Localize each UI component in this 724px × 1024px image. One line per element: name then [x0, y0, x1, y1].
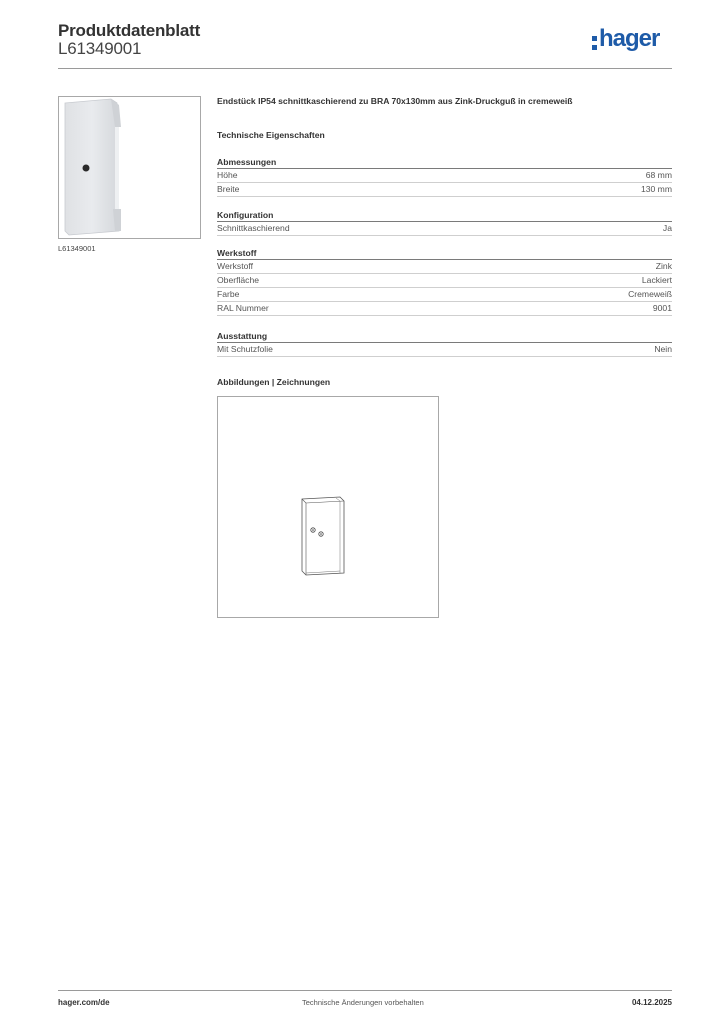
spec-label: Breite: [217, 184, 240, 194]
logo-dots-icon: [592, 36, 598, 54]
spec-value: Lackiert: [641, 275, 672, 285]
spec-group-ausstattung: [217, 329, 672, 357]
spec-group-title: Abmessungen: [217, 155, 672, 169]
thumbnail-caption: L61349001: [58, 244, 96, 253]
spec-value: Cremeweiß: [628, 289, 672, 299]
footer-notice: Technische Änderungen vorbehalten: [302, 998, 424, 1007]
spec-row: [217, 183, 672, 197]
header-divider: [58, 68, 672, 69]
hager-logo: [592, 25, 674, 58]
spec-label: RAL Nummer: [217, 303, 269, 313]
spec-label: Höhe: [217, 170, 238, 180]
spec-row: [217, 274, 672, 288]
spec-row: [217, 302, 672, 316]
spec-row: [217, 288, 672, 302]
logo-wordmark: hager: [599, 25, 660, 52]
tech-properties-heading: Technische Eigenschaften: [217, 130, 325, 140]
product-drawing: [217, 396, 439, 618]
spec-group-title: Ausstattung: [217, 329, 672, 343]
figures-heading: Abbildungen | Zeichnungen: [217, 377, 331, 387]
spec-label: Schnittkaschierend: [217, 223, 290, 233]
spec-group-abmessungen: [217, 155, 672, 197]
spec-group-konfiguration: [217, 208, 672, 236]
spec-row: [217, 222, 672, 236]
spec-value: 68 mm: [645, 170, 672, 180]
end-cap-photo-icon: [59, 97, 200, 238]
product-description: Endstück IP54 schnittkaschierend zu BRA 70x130mm aus Zink-Druckguß in cremeweiß: [217, 96, 573, 106]
spec-value: 130 mm: [640, 184, 672, 194]
spec-label: Oberfläche: [217, 275, 260, 285]
footer-date: 04.12.2025: [631, 998, 672, 1007]
spec-value: Zink: [655, 261, 672, 271]
footer-divider: [58, 990, 672, 991]
spec-value: 9001: [652, 303, 672, 313]
page-title: Produktdatenblatt: [58, 21, 201, 40]
spec-value: Nein: [654, 344, 672, 354]
spec-row: [217, 169, 672, 183]
product-thumbnail: [58, 96, 201, 239]
spec-label: Werkstoff: [217, 261, 253, 271]
spec-label: Mit Schutzfolie: [217, 344, 273, 354]
spec-row: [217, 260, 672, 274]
spec-value: Ja: [662, 223, 672, 233]
spec-row: [217, 343, 672, 357]
spec-group-title: Konfiguration: [217, 208, 672, 222]
spec-group-title: Werkstoff: [217, 246, 672, 260]
footer-website-link[interactable]: hager.com/de: [58, 998, 110, 1007]
product-code: L61349001: [58, 39, 142, 58]
end-cap-drawing-icon: [218, 397, 438, 617]
spec-group-werkstoff: [217, 246, 672, 316]
spec-label: Farbe: [217, 289, 240, 299]
